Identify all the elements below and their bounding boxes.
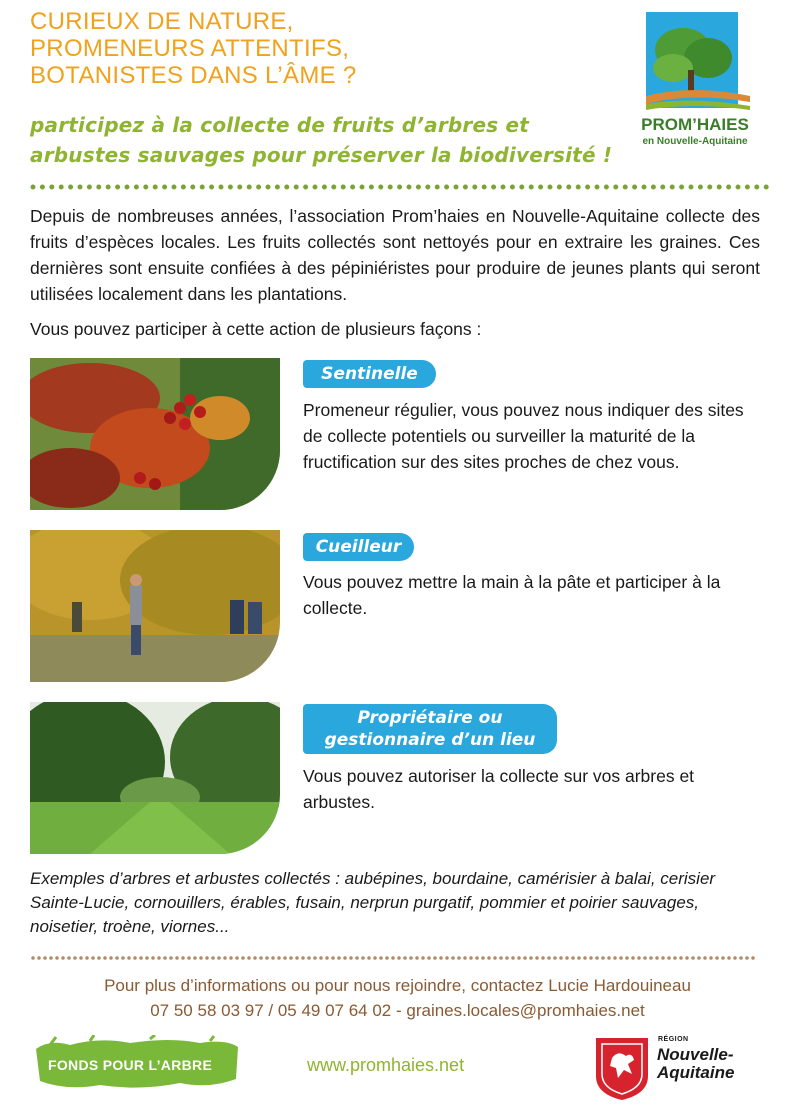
tag-proprietaire (303, 704, 557, 754)
tag-proprietaire-line-2: gestionnaire d’un lieu (324, 730, 536, 750)
region-name-line-1: Nouvelle- (657, 1045, 734, 1064)
subheadline-line-1: participez à la collecte de fruits d’arbres et (30, 113, 530, 137)
berries-photo (30, 358, 280, 510)
headline-line-2: PROMENEURS ATTENTIFS, (30, 35, 350, 62)
brown-dotted-divider (30, 955, 760, 961)
region-name-line-2: Aquitaine (657, 1063, 735, 1082)
contact-line-2[interactable]: 07 50 58 03 97 / 05 49 07 64 02 - graines.locales@promhaies.net (150, 1001, 645, 1020)
region-name (657, 1046, 734, 1082)
tag-sentinelle: Sentinelle (303, 360, 436, 388)
region-shield-icon (592, 1034, 652, 1102)
hedge-path-photo (30, 702, 280, 854)
tag-proprietaire-line-1: Propriétaire ou (357, 708, 503, 728)
website-link[interactable]: www.promhaies.net (307, 1055, 465, 1075)
sentinelle-description: Promeneur régulier, vous pouvez nous indiquer des sites de collecte potentiels ou surveiller la maturité de la fructification sur des sites proches de chez vous. (303, 400, 744, 472)
subheadline (30, 110, 630, 170)
examples-paragraph: Exemples d’arbres et arbustes collectés : aubépines, bourdaine, camérisier à balai, cerisier Sainte-Lucie, cornouillers, érables, fusain, nerprun purgatif, pommier et poirier sauvages, noisetier, troène, viornes... (30, 869, 716, 936)
logo-name: PROM’HAIES (641, 115, 749, 134)
region-label: RÉGION (658, 1036, 689, 1043)
fonds-pour-larbre-text: FONDS POUR L’ARBRE (48, 1057, 213, 1073)
headline (30, 8, 550, 89)
pickers-photo (30, 530, 280, 682)
intro-paragraph: Depuis de nombreuses années, l’association Prom’haies en Nouvelle-Aquitaine collecte des fruits d’espèces locales. Les fruits collectés sont nettoyés pour en extraire les graines. Ces dernières sont ensuite confiées à des pépiniéristes pour produire de jeunes plants qui seront utilisées localement dans les plantations. (30, 206, 760, 304)
logo-subtitle: en Nouvelle-Aquitaine (642, 136, 748, 147)
green-dotted-divider (30, 184, 770, 190)
subheadline-line-2: arbustes sauvages pour préserver la biodiversité ! (30, 143, 613, 167)
headline-line-1: CURIEUX DE NATURE, (30, 8, 294, 35)
lead-sentence: Vous pouvez participer à cette action de plusieurs façons : (30, 319, 482, 339)
proprietaire-description: Vous pouvez autoriser la collecte sur vos arbres et arbustes. (303, 766, 695, 812)
headline-line-3: BOTANISTES DANS L’ÂME ? (30, 62, 357, 89)
cueilleur-description: Vous pouvez mettre la main à la pâte et participer à la collecte. (303, 572, 721, 618)
contact-block (30, 973, 765, 1023)
tag-cueilleur: Cueilleur (303, 533, 414, 561)
contact-line-1: Pour plus d’informations ou pour nous rejoindre, contactez Lucie Hardouineau (104, 976, 691, 995)
